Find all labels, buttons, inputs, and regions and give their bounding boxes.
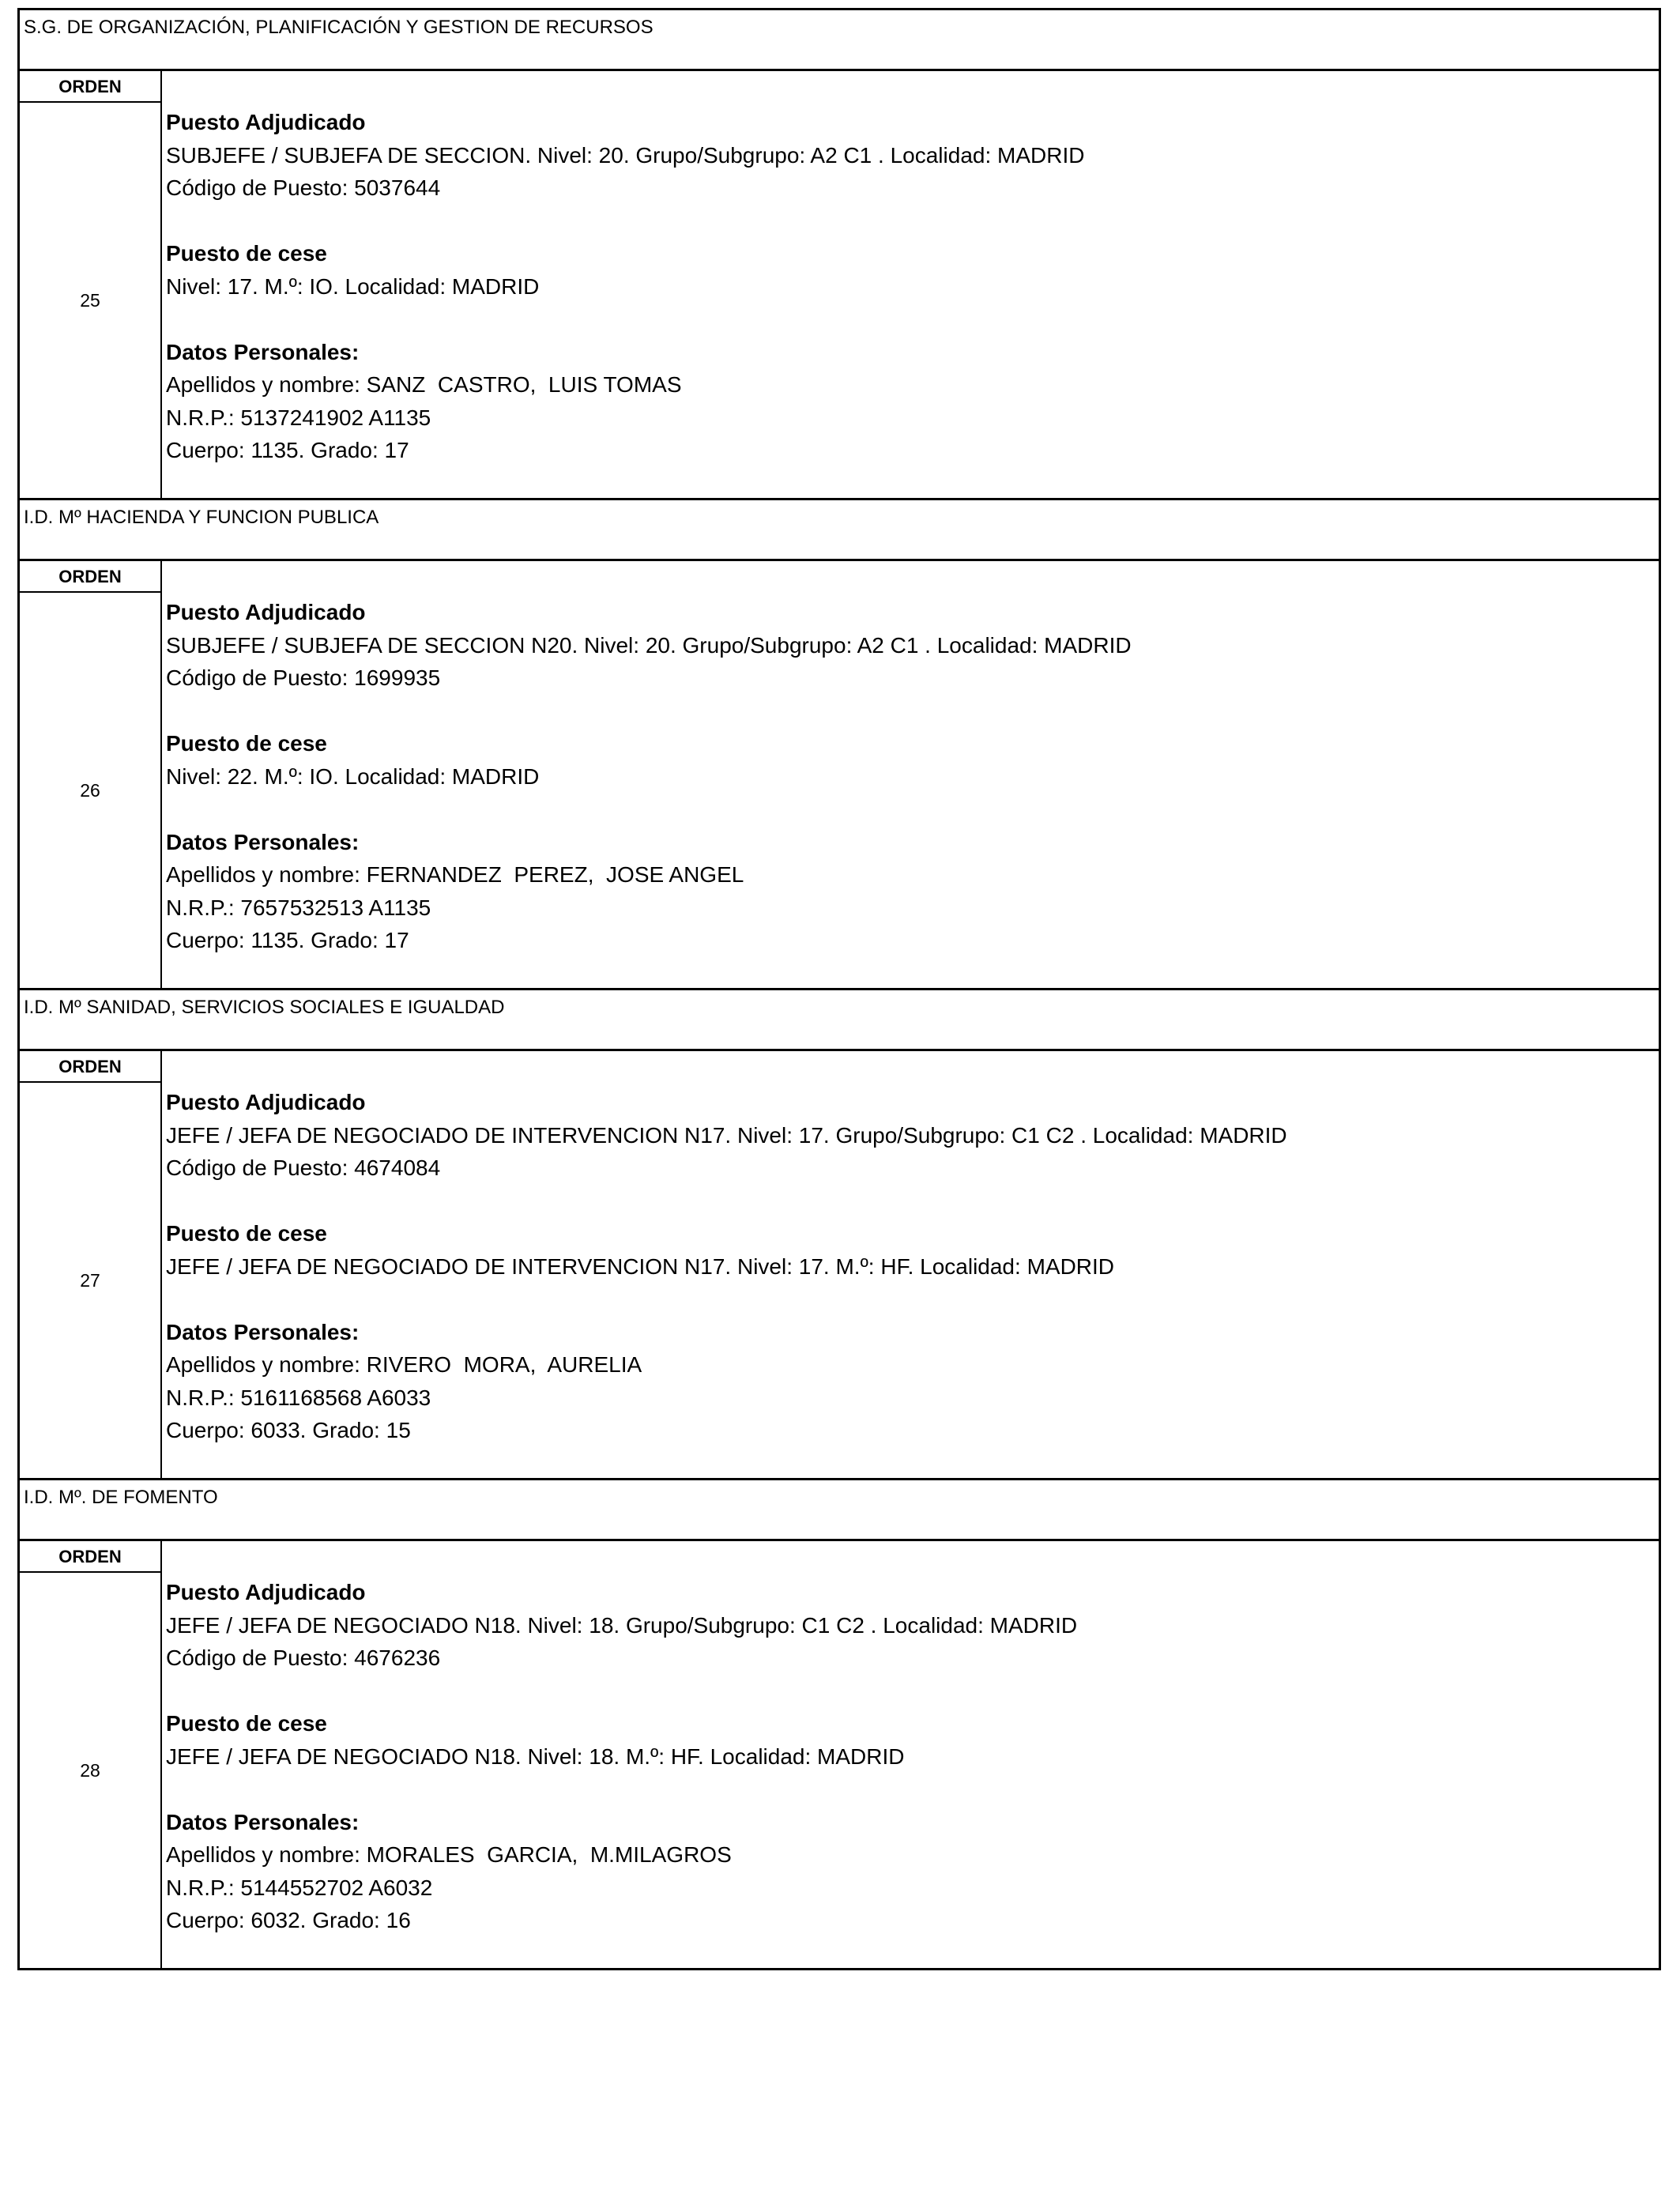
entry-details [162, 71, 1659, 498]
spacer [166, 303, 1659, 336]
puesto-adjudicado-description: SUBJEFE / SUBJEFA DE SECCION N20. Nivel: 20. Grupo/Subgrupo: A2 C1 . Localidad: MADRID [166, 632, 1132, 658]
entry-details [162, 1051, 1659, 1478]
puesto-adjudicado-heading: Puesto Adjudicado [166, 1580, 366, 1604]
entry-row [20, 71, 1659, 498]
puesto-adjudicado-heading: Puesto Adjudicado [166, 110, 366, 134]
puesto-cese-description: JEFE / JEFA DE NEGOCIADO N18. Nivel: 18. M.º: HF. Localidad: MADRID [166, 1744, 905, 1769]
orden-number: 28 [80, 1759, 100, 1781]
puesto-cese-description: Nivel: 22. M.º: IO. Localidad: MADRID [166, 763, 540, 789]
spacer [166, 1185, 1659, 1218]
orden-number: 26 [80, 779, 100, 801]
puesto-cese-heading: Puesto de cese [166, 241, 327, 266]
puesto-adjudicado-description: SUBJEFE / SUBJEFA DE SECCION. Nivel: 20. Grupo/Subgrupo: A2 C1 . Localidad: MADRID [166, 142, 1085, 168]
datos-personales-heading: Datos Personales: [166, 829, 360, 854]
department-header: S.G. DE ORGANIZACIÓN, PLANIFICACIÓN Y GESTION DE RECURSOS [20, 8, 1659, 71]
puesto-adjudicado-heading: Puesto Adjudicado [166, 1090, 366, 1114]
orden-column [20, 1051, 162, 1478]
spacer [166, 1773, 1659, 1806]
spacer [166, 695, 1659, 728]
spacer [166, 793, 1659, 826]
orden-label: ORDEN [20, 1051, 160, 1083]
department-block [17, 498, 1661, 988]
entry-details [162, 1541, 1659, 1968]
spacer [166, 205, 1659, 238]
entry-details [162, 561, 1659, 988]
resolution-table [17, 8, 1661, 1970]
department-block [17, 8, 1661, 498]
orden-label: ORDEN [20, 1541, 160, 1573]
cuerpo-grado: Cuerpo: 6033. Grado: 15 [166, 1418, 411, 1442]
spacer [166, 1283, 1659, 1316]
orden-label: ORDEN [20, 71, 160, 103]
puesto-cese-heading: Puesto de cese [166, 1221, 327, 1246]
datos-personales-heading: Datos Personales: [166, 1809, 360, 1834]
entry-row [20, 1541, 1659, 1968]
cuerpo-grado: Cuerpo: 6032. Grado: 16 [166, 1908, 411, 1932]
entry-row [20, 561, 1659, 988]
orden-label: ORDEN [20, 561, 160, 593]
puesto-cese-description: Nivel: 17. M.º: IO. Localidad: MADRID [166, 273, 540, 299]
apellidos-y-nombre: Apellidos y nombre: SANZ CASTRO, LUIS TOMAS [166, 372, 682, 397]
spacer [166, 1675, 1659, 1708]
codigo-de-puesto: Código de Puesto: 4674084 [166, 1155, 441, 1180]
department-header: I.D. Mº HACIENDA Y FUNCION PUBLICA [20, 498, 1659, 561]
datos-personales-heading: Datos Personales: [166, 1319, 360, 1344]
orden-number: 25 [80, 289, 100, 311]
orden-column [20, 1541, 162, 1968]
datos-personales-heading: Datos Personales: [166, 339, 360, 364]
orden-column [20, 561, 162, 988]
orden-column [20, 71, 162, 498]
cuerpo-grado: Cuerpo: 1135. Grado: 17 [166, 438, 409, 462]
puesto-cese-heading: Puesto de cese [166, 1711, 327, 1736]
orden-number: 27 [80, 1269, 100, 1291]
department-block [17, 988, 1661, 1478]
nrp: N.R.P.: 5137241902 A1135 [166, 405, 431, 430]
entry-row [20, 1051, 1659, 1478]
codigo-de-puesto: Código de Puesto: 5037644 [166, 175, 441, 200]
nrp: N.R.P.: 5144552702 A6032 [166, 1875, 433, 1900]
codigo-de-puesto: Código de Puesto: 4676236 [166, 1646, 441, 1670]
apellidos-y-nombre: Apellidos y nombre: MORALES GARCIA, M.MILAGROS [166, 1842, 732, 1867]
puesto-cese-description: JEFE / JEFA DE NEGOCIADO DE INTERVENCION N17. Nivel: 17. M.º: HF. Localidad: MADRID [166, 1253, 1115, 1279]
nrp: N.R.P.: 5161168568 A6033 [166, 1385, 431, 1410]
department-header: I.D. Mº. DE FOMENTO [20, 1478, 1659, 1541]
apellidos-y-nombre: Apellidos y nombre: RIVERO MORA, AURELIA [166, 1352, 642, 1377]
puesto-adjudicado-description: JEFE / JEFA DE NEGOCIADO N18. Nivel: 18. Grupo/Subgrupo: C1 C2 . Localidad: MADRID [166, 1612, 1078, 1638]
department-block [17, 1478, 1661, 1970]
puesto-adjudicado-description: JEFE / JEFA DE NEGOCIADO DE INTERVENCION N17. Nivel: 17. Grupo/Subgrupo: C1 C2 . Localidad: MADRID [166, 1122, 1287, 1148]
nrp: N.R.P.: 7657532513 A1135 [166, 895, 431, 920]
puesto-cese-heading: Puesto de cese [166, 731, 327, 756]
apellidos-y-nombre: Apellidos y nombre: FERNANDEZ PEREZ, JOSE ANGEL [166, 862, 744, 887]
puesto-adjudicado-heading: Puesto Adjudicado [166, 600, 366, 624]
cuerpo-grado: Cuerpo: 1135. Grado: 17 [166, 928, 409, 952]
department-header: I.D. Mº SANIDAD, SERVICIOS SOCIALES E IGUALDAD [20, 988, 1659, 1051]
codigo-de-puesto: Código de Puesto: 1699935 [166, 665, 441, 690]
